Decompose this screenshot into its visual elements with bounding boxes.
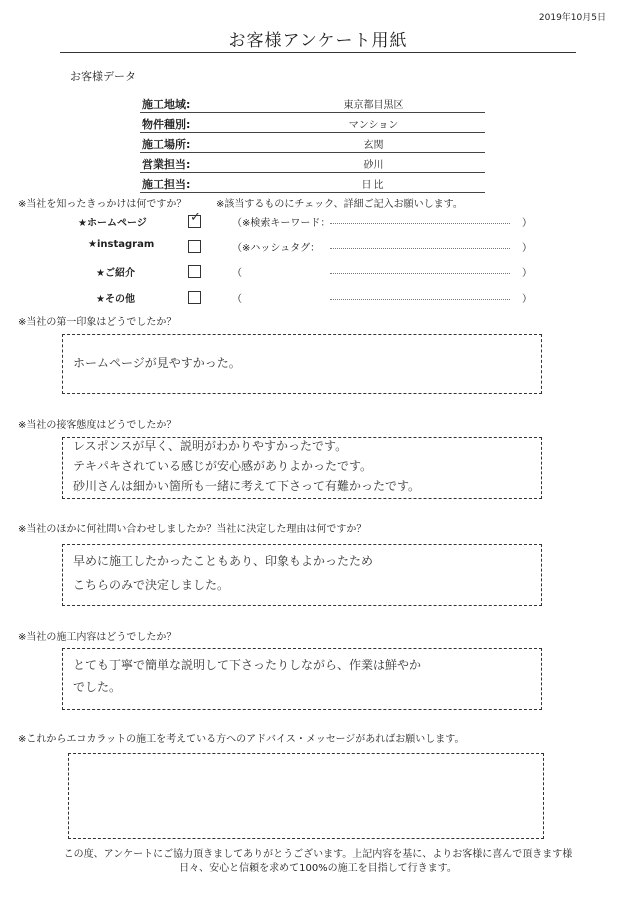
installation-quality-answer-box[interactable]: [62, 648, 542, 710]
source-detail-label: （: [232, 268, 242, 279]
answer-line: 早めに施工したかったこともあり、印象もよかったため: [73, 554, 374, 568]
checkmark-icon: ✓: [190, 210, 201, 225]
customer-row-label: 施工地域:: [142, 98, 191, 111]
survey-date: 2019年10月5日: [538, 13, 606, 23]
question-first-impression: ※当社の第一印象はどうでしたか？: [18, 317, 177, 328]
source-label: ★ホームページ: [78, 218, 147, 229]
source-detail-close: ）: [522, 268, 532, 279]
referral-checkbox[interactable]: [188, 265, 201, 278]
source-detail-line: [330, 299, 510, 300]
question-how-found-note: ※該当するものにチェック、詳細ご記入お願いします。: [216, 199, 463, 210]
homepage-checkbox[interactable]: [188, 210, 201, 228]
customer-row-value: 砂川: [363, 160, 384, 171]
source-row-instagram: [0, 239, 636, 261]
source-detail-close: ）: [522, 243, 532, 254]
answer-line: ホームページが見やすかった。: [73, 356, 241, 370]
customer-row-value: 玄関: [363, 140, 384, 151]
source-label: ★instagram: [88, 239, 155, 250]
footer-message-line-2: 日々、安心と信頼を求めて100%の施工を目指して行きます。: [179, 863, 457, 874]
answer-line: レスポンスが早く、説明がわかりやすかったです。: [73, 439, 348, 453]
customer-row-value: マンション: [348, 120, 399, 131]
customer-row-installer: [140, 173, 485, 193]
customer-data-table: [140, 93, 485, 193]
customer-row-sales-rep: [140, 153, 485, 173]
answer-line: でした。: [73, 680, 122, 694]
answer-line: 砂川さんは細かい箇所も一緒に考えて下さって有難かったです。: [73, 479, 421, 493]
source-detail-label: （: [232, 294, 242, 305]
source-detail-label: （※検索キーワード：: [232, 218, 331, 229]
source-detail-line: [330, 223, 510, 224]
footer-message-line-1: この度、アンケートにご協力頂きましてありがとうございます。上記内容を基に、よりお客様に喜んで頂きます様: [63, 849, 573, 860]
source-detail-line: [330, 248, 510, 249]
question-other-companies: ※当社のほかに何社問い合わせしましたか？当社に決定した理由は何ですか？: [18, 524, 367, 535]
first-impression-answer-box[interactable]: [62, 334, 542, 394]
source-label: ★ご紹介: [96, 268, 135, 279]
source-detail-label: （※ハッシュタグ：: [232, 243, 321, 254]
source-detail-close: ）: [522, 294, 532, 305]
customer-row-location: [140, 133, 485, 153]
question-advice-message: ※これからエコカラットの施工を考えている方へのアドバイス・メッセージがあればお願いします。: [18, 734, 465, 745]
answer-line: こちらのみで決定しました。: [73, 578, 230, 592]
question-how-found: ※当社を知ったきっかけは何ですか？: [18, 199, 187, 210]
source-row-other: [0, 290, 636, 312]
answer-line: テキパキされている感じが安心感がありよかったです。: [73, 459, 373, 473]
customer-data-label: お客様データ: [70, 70, 136, 83]
question-customer-service: ※当社の接客態度はどうでしたか？: [18, 420, 177, 431]
other-checkbox[interactable]: [188, 291, 201, 304]
customer-row-label: 施工場所:: [142, 138, 191, 151]
source-row-homepage: [0, 210, 636, 236]
customer-row-area: [140, 93, 485, 113]
customer-row-property-type: [140, 113, 485, 133]
customer-row-value: 日比: [361, 180, 386, 191]
advice-message-answer-box[interactable]: [68, 753, 544, 839]
customer-row-label: 営業担当:: [142, 158, 191, 171]
question-installation-quality: ※当社の施工内容はどうでしたか？: [18, 632, 177, 643]
page-title: お客様アンケート用紙: [228, 31, 408, 51]
customer-row-label: 施工担当:: [142, 178, 191, 191]
source-row-referral: [0, 264, 636, 286]
answer-line: とても丁寧で簡単な説明して下さったりしながら、作業は鮮やか: [73, 658, 422, 672]
other-companies-answer-box[interactable]: [62, 544, 542, 606]
customer-row-label: 物件種別:: [142, 118, 191, 131]
source-detail-line: [330, 273, 510, 274]
source-label: ★その他: [96, 294, 135, 305]
instagram-checkbox[interactable]: [188, 240, 201, 253]
customer-row-value: 東京都目黒区: [343, 100, 404, 111]
title-divider: [60, 52, 576, 53]
source-detail-close: ）: [522, 218, 532, 229]
customer-service-answer-box[interactable]: [62, 437, 542, 499]
